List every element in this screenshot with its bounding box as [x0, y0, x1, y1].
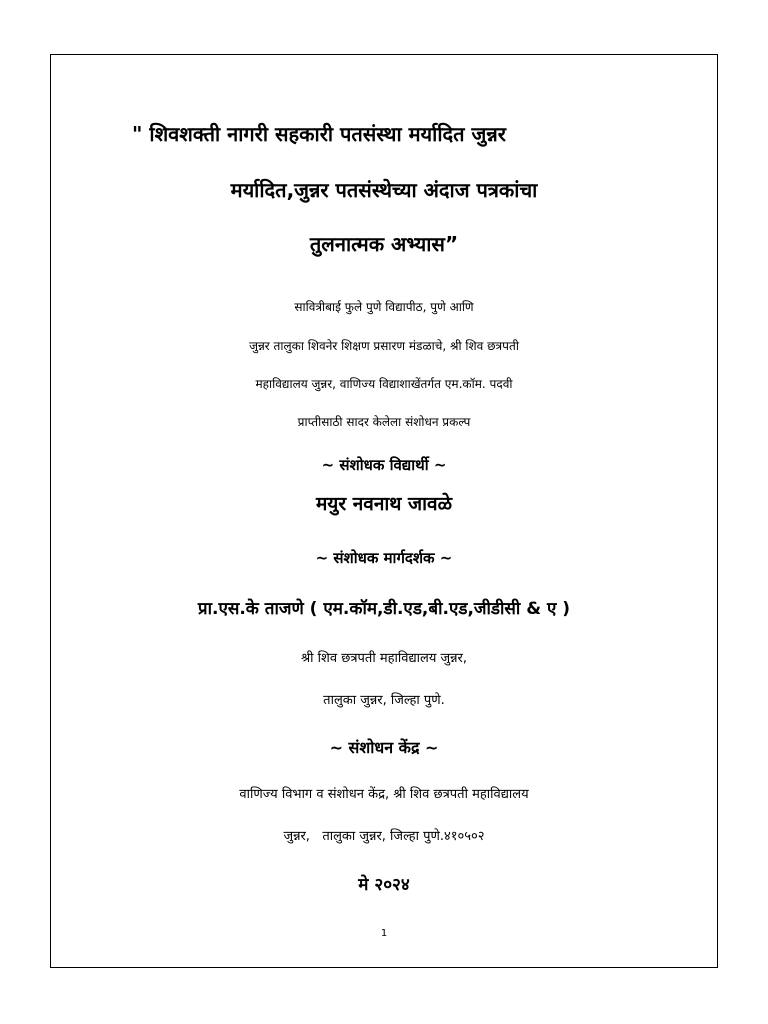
- centre-line-1: वाणिज्य विभाग व संशोधन केंद्र, श्री शिव छत्रपती महाविद्यालय: [239, 787, 529, 802]
- submission-line-2: जुन्नर तालुका शिवनेर शिक्षण प्रसारण मंडळाचे, श्री शिव छत्रपती: [249, 339, 519, 353]
- guide-heading: ~ संशोधक मार्गदर्शक ~: [315, 549, 453, 567]
- submission-line-3: महाविद्यालय जुन्नर, वाणिज्य विद्याशाखेंतर्गत एम.कॉम. पदवी: [255, 377, 513, 391]
- guide-name: प्रा.एस.के ताजणे ( एम.कॉम,डी.एड,बी.एड,जीडीसी & ए ): [197, 599, 571, 619]
- submission-line-4: प्राप्तीसाठी सादर केलेला संशोधन प्रकल्प: [297, 415, 471, 429]
- college-line-1: श्री शिव छत्रपती महाविद्यालय जुन्नर,: [300, 651, 468, 666]
- college-line-2: तालुका जुन्नर, जिल्हा पुणे.: [323, 693, 445, 708]
- title-line-2: मर्यादित,जुन्नर पतसंस्थेच्या अंदाज पत्रकांचा: [230, 178, 538, 202]
- student-heading: ~ संशोधक विद्यार्थी ~: [321, 456, 447, 474]
- student-name: मयुर नवनाथ जावळे: [315, 493, 453, 515]
- centre-line-2: जुन्नर, तालुका जुन्नर, जिल्हा पुणे.४१०५०२: [283, 829, 485, 844]
- title-line-1: " शिवशक्ती नागरी सहकारी पतसंस्था मर्यादित जुन्नर: [132, 122, 506, 146]
- centre-heading: ~ संशोधन केंद्र ~: [329, 738, 439, 757]
- submission-line-1: सावित्रीबाई फुले पुणे विद्यापीठ, पुणे आणि: [294, 300, 474, 314]
- page-number: 1: [380, 928, 388, 939]
- title-line-3: तुलनात्मक अभ्यास”: [309, 232, 459, 256]
- submission-date: मे २०२४: [358, 875, 410, 895]
